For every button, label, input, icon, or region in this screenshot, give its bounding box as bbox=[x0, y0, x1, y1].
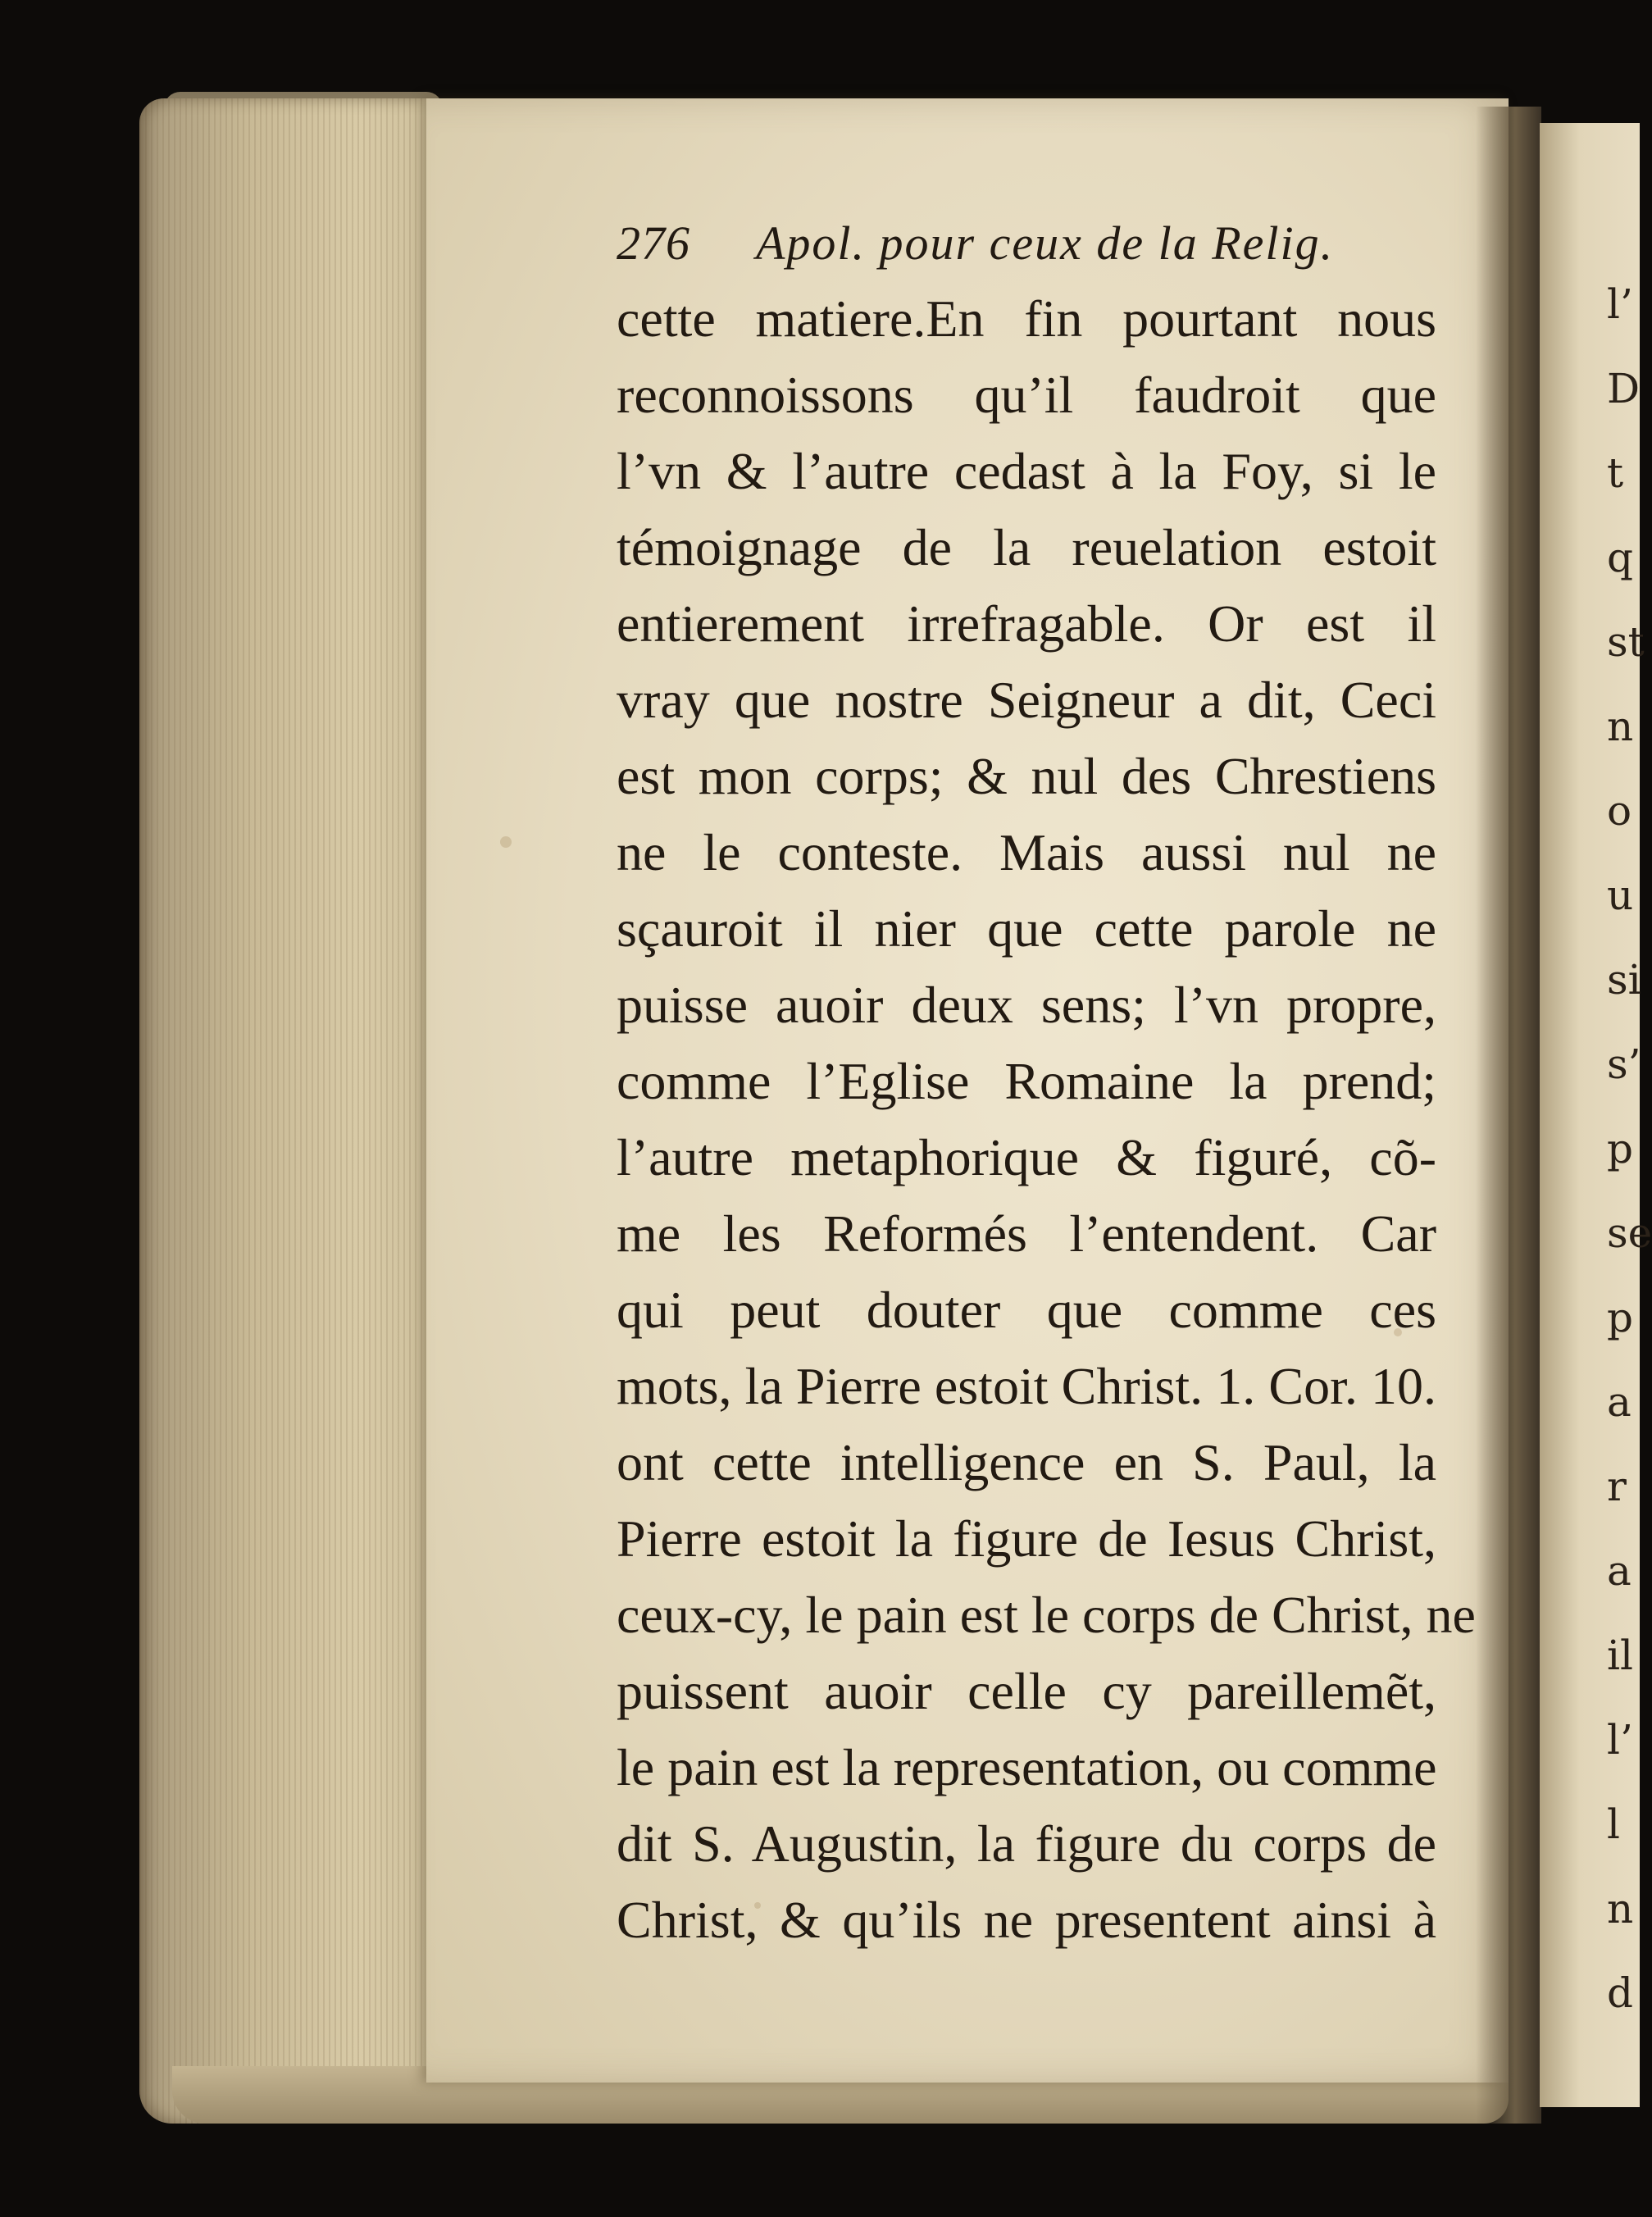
right-fragment: n bbox=[1607, 703, 1634, 750]
text-line: puisse auoir deux sens; l’vn propre, bbox=[617, 976, 1436, 1034]
right-fragment: se bbox=[1607, 1209, 1652, 1257]
text-line: me les Reformés l’entendent. Car bbox=[617, 1204, 1436, 1263]
text-line: qui peut douter que comme ces bbox=[617, 1281, 1436, 1339]
text-line: reconnoissons qu’il faudroit que bbox=[617, 366, 1436, 424]
right-fragment: il bbox=[1607, 1632, 1633, 1679]
right-page-text bbox=[1607, 262, 1652, 2036]
text-line: mots, la Pierre estoit Christ. 1. Cor. 10. bbox=[617, 1357, 1436, 1415]
text-line: Pierre estoit la figure de Iesus Christ, bbox=[617, 1509, 1436, 1568]
right-fragment: si bbox=[1607, 956, 1641, 1004]
text-line: ont cette intelligence en S. Paul, la bbox=[617, 1433, 1436, 1491]
text-line: Christ, & qu’ils ne presentent ainsi à bbox=[617, 1891, 1436, 1949]
right-fragment: u bbox=[1607, 872, 1634, 919]
right-fragment: q bbox=[1607, 534, 1634, 581]
text-line: l’vn & l’autre cedast à la Foy, si le bbox=[617, 442, 1436, 500]
right-fragment: t bbox=[1607, 449, 1624, 497]
text-line: témoignage de la reuelation estoit bbox=[617, 518, 1436, 576]
text-line: dit S. Augustin, la figure du corps de bbox=[617, 1814, 1436, 1873]
body-text bbox=[617, 280, 1476, 1958]
text-line: puissent auoir celle cy pareillemẽt, bbox=[617, 1662, 1436, 1720]
right-fragment: s’ bbox=[1607, 1040, 1641, 1088]
right-fragment: a bbox=[1607, 1378, 1632, 1426]
page-text-block bbox=[617, 215, 1476, 1958]
right-fragment: l’ bbox=[1607, 280, 1633, 328]
right-fragment: D bbox=[1607, 365, 1641, 412]
text-line: sçauroit il nier que cette parole ne bbox=[617, 899, 1436, 958]
text-line: ne le conteste. Mais aussi nul ne bbox=[617, 823, 1436, 881]
right-fragment: l bbox=[1607, 1800, 1620, 1848]
text-line: est mon corps; & nul des Chrestiens bbox=[617, 747, 1436, 805]
text-line: cette matiere.En fin pourtant nous bbox=[617, 289, 1436, 348]
right-fragment: r bbox=[1607, 1463, 1627, 1510]
right-fragment: l’ bbox=[1607, 1716, 1633, 1764]
right-fragment: a bbox=[1607, 1547, 1632, 1595]
text-line: l’autre metaphorique & figuré, cõ- bbox=[617, 1128, 1436, 1186]
right-fragment: d bbox=[1607, 1969, 1634, 2017]
running-title: Apol. pour ceux de la Relig. bbox=[756, 216, 1335, 270]
right-fragment: p bbox=[1607, 1125, 1634, 1172]
text-line: entierement irrefragable. Or est il bbox=[617, 594, 1436, 653]
right-fragment: st bbox=[1607, 618, 1645, 666]
page-stack-edges bbox=[139, 98, 451, 2124]
right-fragment: p bbox=[1607, 1294, 1634, 1341]
text-line: ceux-cy, le pain est le corps de Christ, ne bbox=[617, 1586, 1476, 1644]
running-head bbox=[617, 215, 1436, 275]
gutter-shadow bbox=[1476, 107, 1541, 2124]
right-fragment: n bbox=[1607, 1885, 1634, 1932]
text-line: comme l’Eglise Romaine la prend; bbox=[617, 1052, 1436, 1110]
text-line: vray que nostre Seigneur a dit, Ceci bbox=[617, 671, 1436, 729]
right-fragment: o bbox=[1607, 787, 1632, 835]
text-line: le pain est la representation, ou comme bbox=[617, 1738, 1437, 1796]
page-number: 276 bbox=[617, 216, 690, 270]
